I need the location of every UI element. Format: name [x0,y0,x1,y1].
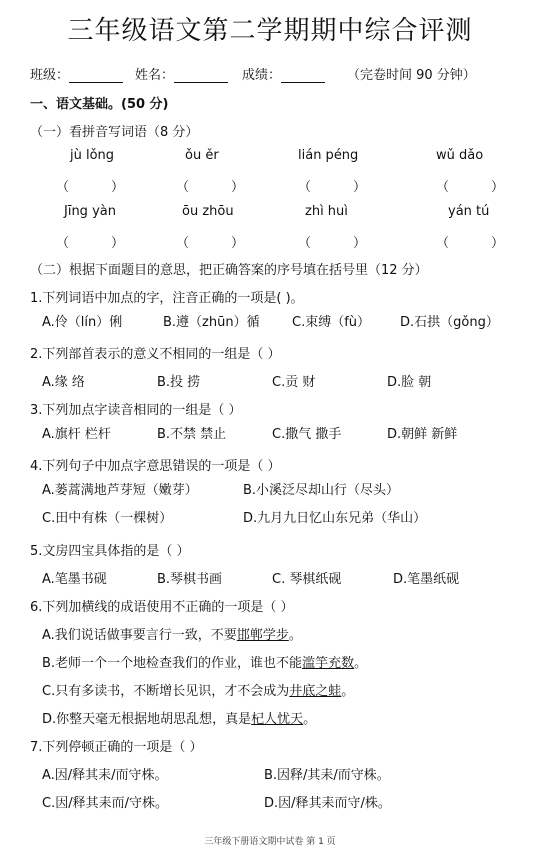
question-5: 5.文房四宝具体指的是（ ） [30,544,190,559]
q1-option-b: B.遵（zhūn）循 [163,315,260,330]
question-4: 4.下列句子中加点字意思错误的一项是（ ） [30,459,281,474]
q6-idiom-c: 井底之蛙 [289,684,342,699]
class-label: 班级： [30,68,70,83]
question-3: 3.下列加点字读音相同的一组是（ ） [30,403,242,418]
answer-box-5[interactable]: （ ） [56,236,125,251]
part2-heading: （二）根据下面题目的意思，把正确答案的序号填在括号里（12 分） [30,263,428,278]
name-field [135,64,228,83]
score-field [242,64,325,83]
part1-heading: （一）看拼音写词语（8 分） [30,125,199,140]
section-heading: 一、语文基础。(50 分) [30,97,169,112]
answer-box-2[interactable]: （ ） [176,180,245,195]
question-7: 7.下列停顿正确的一项是（ ） [30,740,203,755]
q3-option-b: B.不禁 禁止 [157,427,227,442]
answer-box-7[interactable]: （ ） [298,236,367,251]
question-2: 2.下列部首表示的意义不相同的一组是（ ） [30,347,281,362]
name-blank [174,68,228,83]
q3-option-a: A.旗杆 栏杆 [42,427,111,442]
q7-option-a: A.因/释其耒/而守株。 [42,768,168,783]
q3-option-d: D.朝鲜 新鲜 [387,427,458,442]
answer-box-8[interactable]: （ ） [436,236,505,251]
q1-option-d: D.石拱（gǒng） [400,315,499,330]
q6-option-a: A.我们说话做事要言行一致，不要邯郸学步。 [42,628,302,643]
pinyin-8: yán tú [448,204,490,219]
pinyin-2: ǒu ěr [185,148,219,163]
q6-idiom-d: 杞人忧天 [251,712,304,727]
answer-box-3[interactable]: （ ） [298,180,367,195]
q7-option-c: C.因/释其耒而/守株。 [42,796,168,811]
question-6: 6.下列加横线的成语使用不正确的一项是（ ） [30,600,294,615]
q2-option-c: C.贡 财 [272,375,316,390]
q3-option-c: C.撒气 撒手 [272,427,342,442]
q4-option-c: C.田中有株（一棵树） [42,511,173,526]
q2-option-b: B.投 捞 [157,375,201,390]
pinyin-6: ōu zhōu [182,204,234,219]
score-label: 成绩： [242,68,282,83]
q5-option-b: B.琴棋书画 [157,572,223,587]
answer-box-1[interactable]: （ ） [56,180,125,195]
q2-option-a: A.缘 络 [42,375,85,390]
time-note: （完卷时间 90 分钟） [347,68,476,83]
pinyin-4: wǔ dǎo [436,148,484,163]
q2-option-d: D.脸 朝 [387,375,432,390]
page-footer: 三年级下册语文期中试卷 第 1 页 [204,837,336,847]
q6-option-b: B.老师一个一个地检查我们的作业，谁也不能滥竽充数。 [42,656,368,671]
answer-box-6[interactable]: （ ） [176,236,245,251]
q5-option-c: C. 琴棋纸砚 [272,572,342,587]
pinyin-3: lián péng [298,148,359,163]
q1-option-a: A.伶（lín）俐 [42,315,123,330]
answer-box-4[interactable]: （ ） [436,180,505,195]
q4-option-b: B.小溪泛尽却山行（尽头） [243,483,400,498]
page-title: 三年级语文第二学期期中综合评测 [67,16,473,46]
q7-option-b: B.因释/其耒/而守株。 [264,768,390,783]
q5-option-a: A.笔墨书砚 [42,572,107,587]
q7-option-d: D.因/释其耒而守/株。 [264,796,391,811]
name-label: 姓名： [135,68,175,83]
pinyin-5: Jīng yàn [64,204,116,219]
q1-option-c: C.束缚（fù） [292,315,371,330]
pinyin-1: jù lǒng [70,148,115,163]
q6-idiom-b: 滥竽充数 [302,656,355,671]
score-blank [281,68,325,83]
q5-option-d: D.笔墨纸砚 [393,572,460,587]
q6-option-c: C.只有多读书，不断增长见识，才不会成为井底之蛙。 [42,684,355,699]
class-field [30,64,123,83]
q4-option-d: D.九月九日忆山东兄弟（华山） [243,511,427,526]
q6-option-d: D.你整天毫无根据地胡思乱想，真是杞人忧天。 [42,712,317,727]
question-1: 1.下列词语中加点的字，注音正确的一项是( )。 [30,291,304,306]
pinyin-7: zhì huì [305,204,348,219]
q6-idiom-a: 邯郸学步 [236,628,289,643]
q4-option-a: A.蒌蒿满地芦芽短（嫩芽） [42,483,198,498]
class-blank [69,68,123,83]
